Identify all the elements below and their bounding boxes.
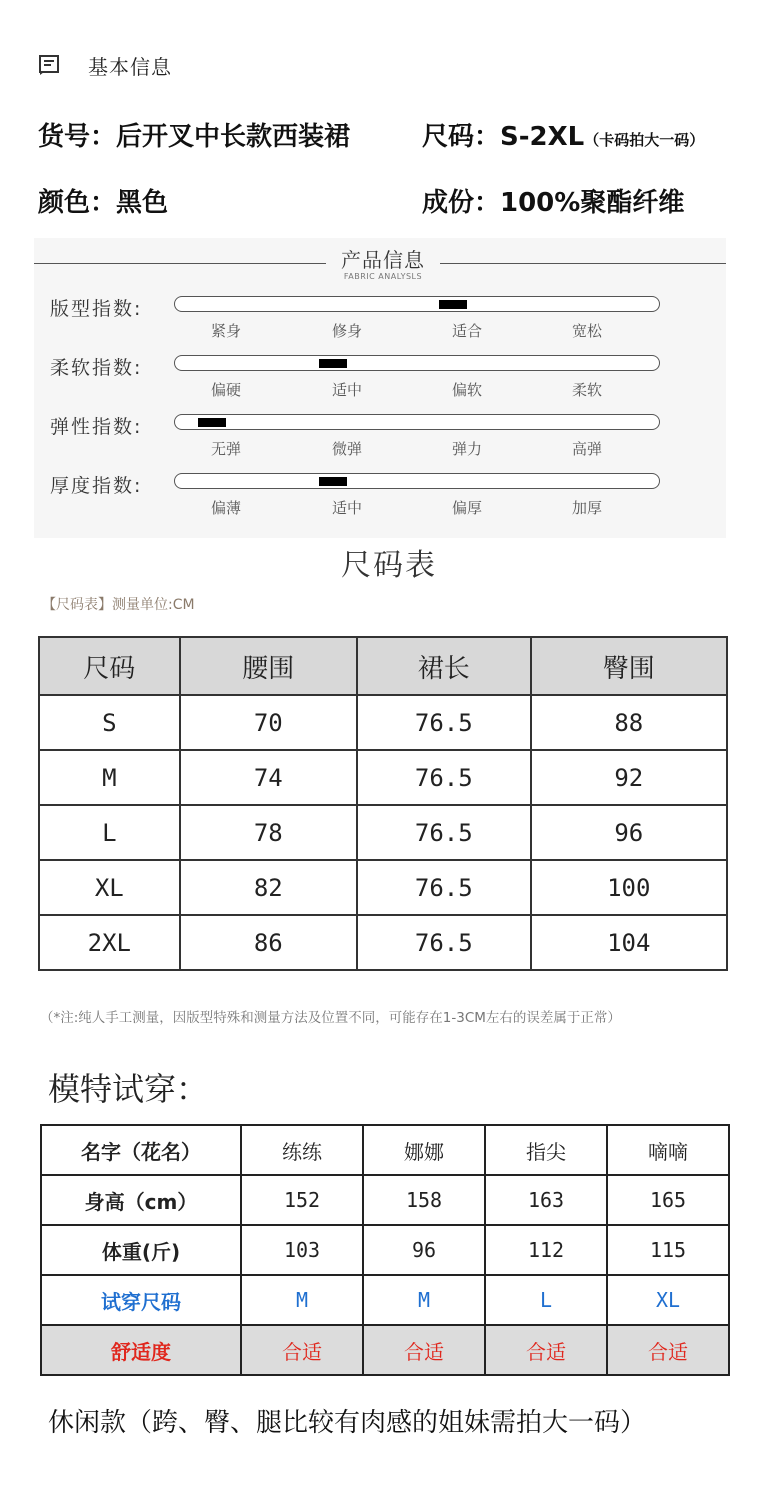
table-cell: 76.5 (357, 915, 531, 970)
index-label: 弹性指数: (50, 416, 143, 438)
table-cell: S (39, 695, 180, 750)
index-marker (439, 300, 467, 309)
table-cell: XL (607, 1275, 729, 1325)
size-chart-title: 尺码表 (341, 548, 437, 583)
header-cell: 腰围 (180, 637, 357, 695)
table-row (39, 750, 727, 805)
size-range-note: （卡码拍大一码） (584, 131, 705, 149)
table-cell: 82 (180, 860, 357, 915)
table-cell: L (485, 1275, 607, 1325)
index-track (174, 414, 660, 430)
measurement-footnote: （*注:纯人手工测量，因版型特殊和测量方法及位置不同，可能存在1-3CM左右的误差属于正常） (40, 1010, 621, 1026)
table-cell: 娜娜 (363, 1125, 485, 1175)
table-cell: 115 (607, 1225, 729, 1275)
table-cell: 2XL (39, 915, 180, 970)
size-range-text: 尺码：S-2XL (422, 122, 585, 152)
scale-label: 加厚 (571, 499, 602, 517)
table-cell: 103 (241, 1225, 363, 1275)
scale-label: 适中 (331, 381, 362, 399)
table-cell: 88 (531, 695, 727, 750)
table-cell: 96 (363, 1225, 485, 1275)
scale-label: 偏厚 (451, 499, 482, 517)
table-cell: 92 (531, 750, 727, 805)
color-info: 颜色：黑色 (38, 188, 169, 218)
model-size-row (41, 1275, 729, 1325)
table-cell: 104 (531, 915, 727, 970)
table-row (39, 695, 727, 750)
scale-label: 柔软 (571, 381, 602, 399)
scale-label: 偏薄 (210, 499, 241, 517)
scale-label: 修身 (331, 322, 362, 340)
index-label: 厚度指数: (50, 475, 143, 497)
section-header (38, 52, 172, 78)
fit-advice: 休闲款（跨、臀、腿比较有肉感的姐妹需拍大一码） (48, 1408, 647, 1438)
header-cell: 尺码 (39, 637, 180, 695)
table-cell: M (363, 1275, 485, 1325)
index-track (174, 296, 660, 312)
scale-label: 适合 (451, 322, 482, 340)
table-cell: 78 (180, 805, 357, 860)
size-table (38, 636, 728, 971)
table-row (39, 915, 727, 970)
table-cell: M (241, 1275, 363, 1325)
scale-label: 弹力 (451, 440, 482, 458)
size-range (422, 116, 704, 153)
divider-right (440, 263, 726, 264)
index-marker (319, 477, 347, 486)
model-comfort-row (41, 1325, 729, 1375)
table-cell: 163 (485, 1175, 607, 1225)
model-header-row (41, 1125, 729, 1175)
table-row (39, 860, 727, 915)
header-cell: 裙长 (357, 637, 531, 695)
table-cell: 158 (363, 1175, 485, 1225)
item-number: 货号：后开叉中长款西装裙 (38, 122, 351, 152)
table-cell: XL (39, 860, 180, 915)
header-cell: 臀围 (531, 637, 727, 695)
table-cell: 嘀嘀 (607, 1125, 729, 1175)
table-cell: 76.5 (357, 750, 531, 805)
table-cell: 70 (180, 695, 357, 750)
table-cell: 练练 (241, 1125, 363, 1175)
index-marker (319, 359, 347, 368)
size-chart-note: 【尺码表】测量单位:CM (42, 597, 195, 613)
scale-label: 无弹 (210, 440, 241, 458)
table-row (39, 805, 727, 860)
table-cell: 试穿尺码 (41, 1275, 241, 1325)
model-height-row (41, 1175, 729, 1225)
index-track (174, 355, 660, 371)
material-info: 成份：100%聚酯纤维 (422, 188, 685, 218)
table-cell: 76.5 (357, 860, 531, 915)
table-cell: 74 (180, 750, 357, 805)
product-info-subtitle: FABRIC ANALYSLS (343, 272, 423, 281)
scale-label: 偏软 (451, 381, 482, 399)
table-cell: 指尖 (485, 1125, 607, 1175)
table-cell: 舒适度 (41, 1325, 241, 1375)
table-cell: 合适 (485, 1325, 607, 1375)
index-label: 版型指数: (50, 298, 143, 320)
table-cell: 165 (607, 1175, 729, 1225)
scale-label: 适中 (331, 499, 362, 517)
model-weight-row (41, 1225, 729, 1275)
table-cell: L (39, 805, 180, 860)
table-cell: 86 (180, 915, 357, 970)
scale-label: 宽松 (571, 322, 602, 340)
table-cell: 112 (485, 1225, 607, 1275)
size-table-header (39, 637, 727, 695)
scale-label: 紧身 (210, 322, 241, 340)
table-cell: 名字（花名） (41, 1125, 241, 1175)
scale-label: 高弹 (571, 440, 602, 458)
table-cell: 76.5 (357, 805, 531, 860)
table-cell: 合适 (363, 1325, 485, 1375)
table-cell: 身高（cm） (41, 1175, 241, 1225)
model-fit-title: 模特试穿： (48, 1070, 209, 1108)
model-table (40, 1124, 730, 1376)
divider-left (34, 263, 326, 264)
index-label: 柔软指数: (50, 357, 143, 379)
table-cell: 76.5 (357, 695, 531, 750)
table-cell: 体重(斤) (41, 1225, 241, 1275)
table-cell: 100 (531, 860, 727, 915)
index-marker (198, 418, 226, 427)
table-cell: 96 (531, 805, 727, 860)
section-title: 基本信息 (88, 54, 172, 79)
table-cell: 152 (241, 1175, 363, 1225)
table-cell: 合适 (607, 1325, 729, 1375)
scale-label: 微弹 (331, 440, 362, 458)
product-info-title: 产品信息 (341, 248, 425, 272)
index-track (174, 473, 660, 489)
document-icon (38, 54, 60, 76)
scale-label: 偏硬 (210, 381, 241, 399)
table-cell: 合适 (241, 1325, 363, 1375)
table-cell: M (39, 750, 180, 805)
